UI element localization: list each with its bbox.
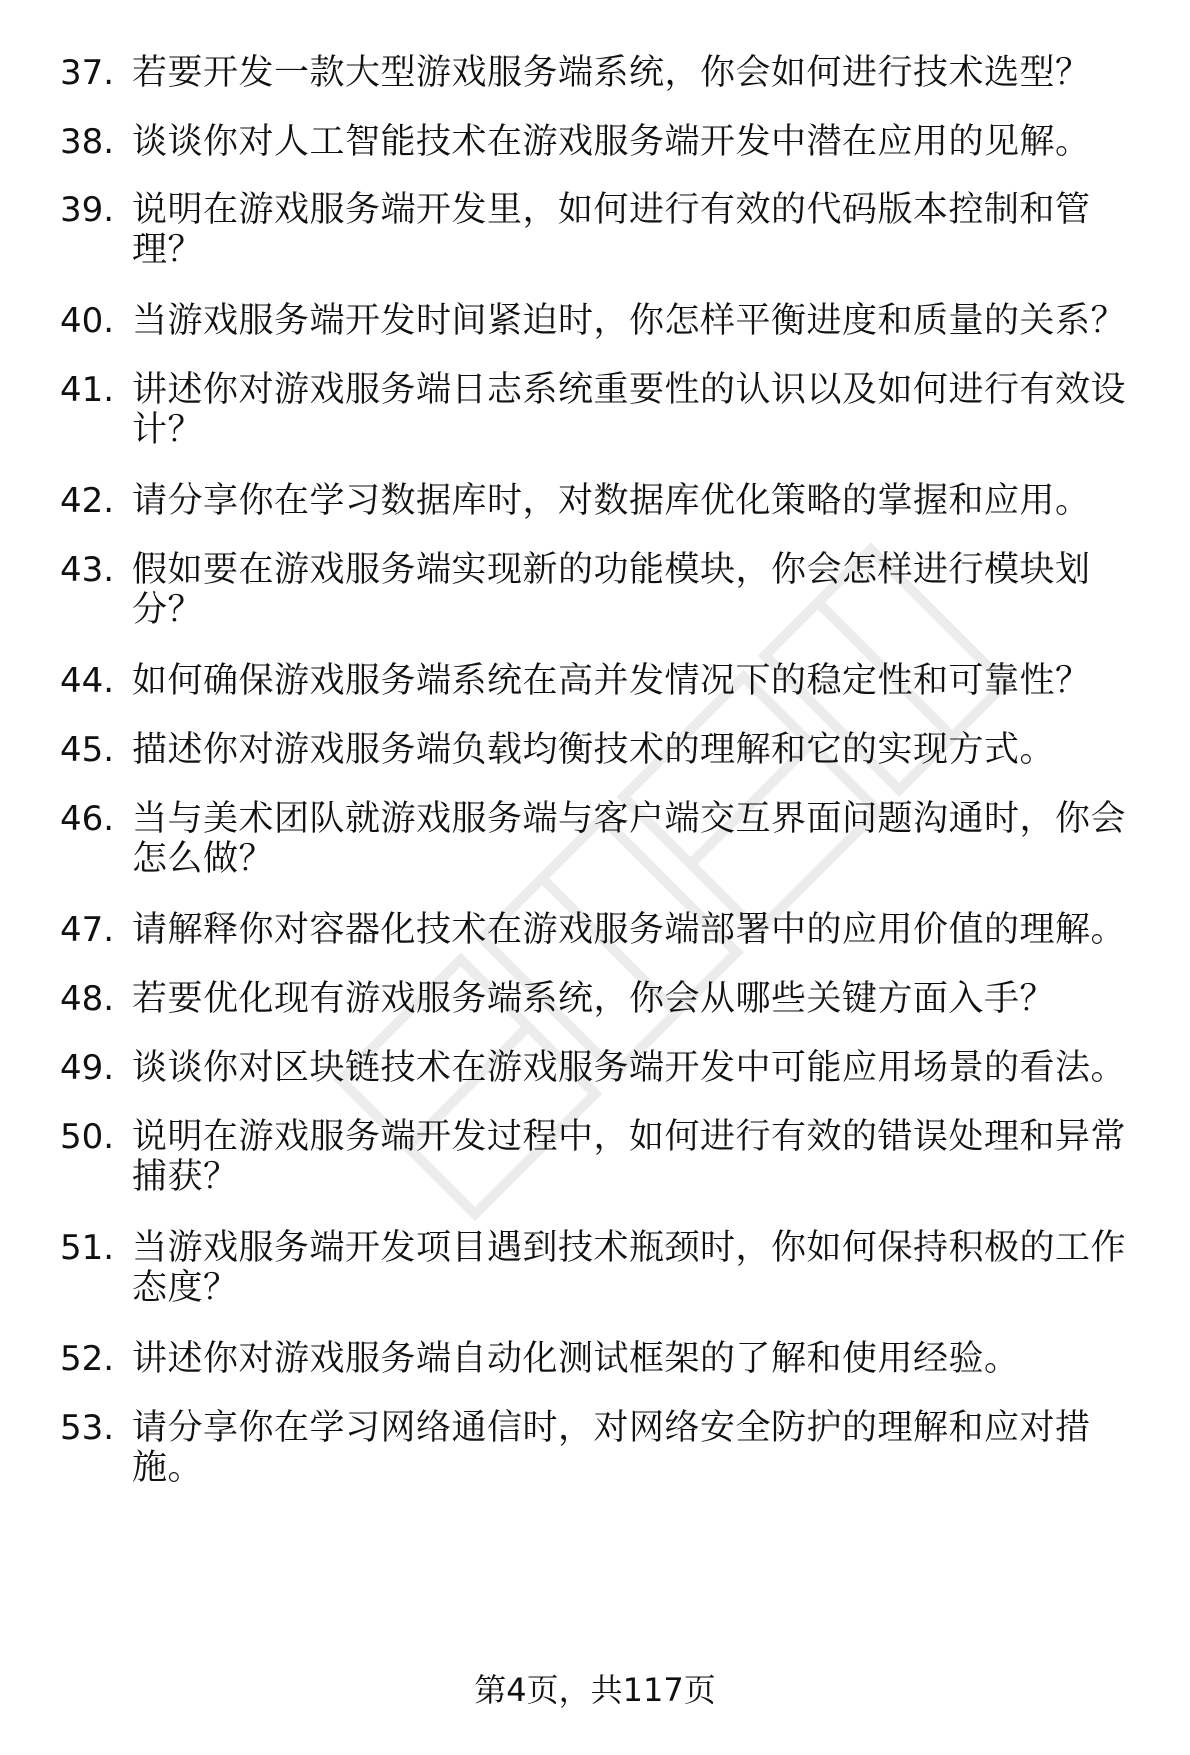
question-number: 49. bbox=[60, 1048, 115, 1088]
question-number: 51. bbox=[60, 1228, 115, 1268]
question-number: 52. bbox=[60, 1339, 115, 1379]
question-number: 40. bbox=[60, 301, 115, 341]
question-number: 41. bbox=[60, 370, 115, 410]
question-number: 37. bbox=[60, 53, 115, 93]
question-text: 请解释你对容器化技术在游戏服务端部署中的应用价值的理解。 bbox=[132, 910, 1127, 950]
question-text: 请分享你在学习网络通信时，对网络安全防护的理解和应对措施。 bbox=[132, 1408, 1091, 1488]
question-number: 45. bbox=[60, 730, 115, 770]
question-text: 讲述你对游戏服务端自动化测试框架的了解和使用经验。 bbox=[132, 1339, 1020, 1379]
question-number: 43. bbox=[60, 550, 115, 590]
question-text: 讲述你对游戏服务端日志系统重要性的认识以及如何进行有效设计？ bbox=[132, 370, 1127, 450]
page-number-footer: 第4页，共117页 bbox=[474, 1671, 716, 1709]
question-number: 53. bbox=[60, 1408, 115, 1448]
question-text: 若要开发一款大型游戏服务端系统，你会如何进行技术选型？ bbox=[132, 53, 1091, 93]
question-text: 当与美术团队就游戏服务端与客户端交互界面问题沟通时，你会怎么做？ bbox=[132, 799, 1127, 879]
question-number: 44. bbox=[60, 661, 115, 701]
question-text: 请分享你在学习数据库时，对数据库优化策略的掌握和应用。 bbox=[132, 481, 1091, 521]
question-number: 47. bbox=[60, 910, 115, 950]
question-number: 48. bbox=[60, 979, 115, 1019]
question-text: 如何确保游戏服务端系统在高并发情况下的稳定性和可靠性？ bbox=[132, 661, 1091, 701]
question-number: 50. bbox=[60, 1117, 115, 1157]
question-number: 42. bbox=[60, 481, 115, 521]
question-text: 谈谈你对人工智能技术在游戏服务端开发中潜在应用的见解。 bbox=[132, 122, 1091, 162]
question-text: 若要优化现有游戏服务端系统，你会从哪些关键方面入手？ bbox=[132, 979, 1056, 1019]
question-number: 46. bbox=[60, 799, 115, 839]
question-text: 说明在游戏服务端开发里，如何进行有效的代码版本控制和管理？ bbox=[132, 190, 1091, 270]
question-number: 39. bbox=[60, 190, 115, 230]
question-text: 描述你对游戏服务端负载均衡技术的理解和它的实现方式。 bbox=[132, 730, 1056, 770]
question-text: 假如要在游戏服务端实现新的功能模块，你会怎样进行模块划分？ bbox=[132, 550, 1091, 630]
question-text: 当游戏服务端开发时间紧迫时，你怎样平衡进度和质量的关系？ bbox=[132, 301, 1127, 341]
question-number: 38. bbox=[60, 122, 115, 162]
question-text: 当游戏服务端开发项目遇到技术瓶颈时，你如何保持积极的工作态度？ bbox=[132, 1228, 1127, 1308]
question-text: 说明在游戏服务端开发过程中，如何进行有效的错误处理和异常捕获？ bbox=[132, 1117, 1127, 1197]
question-text: 谈谈你对区块链技术在游戏服务端开发中可能应用场景的看法。 bbox=[132, 1048, 1127, 1088]
